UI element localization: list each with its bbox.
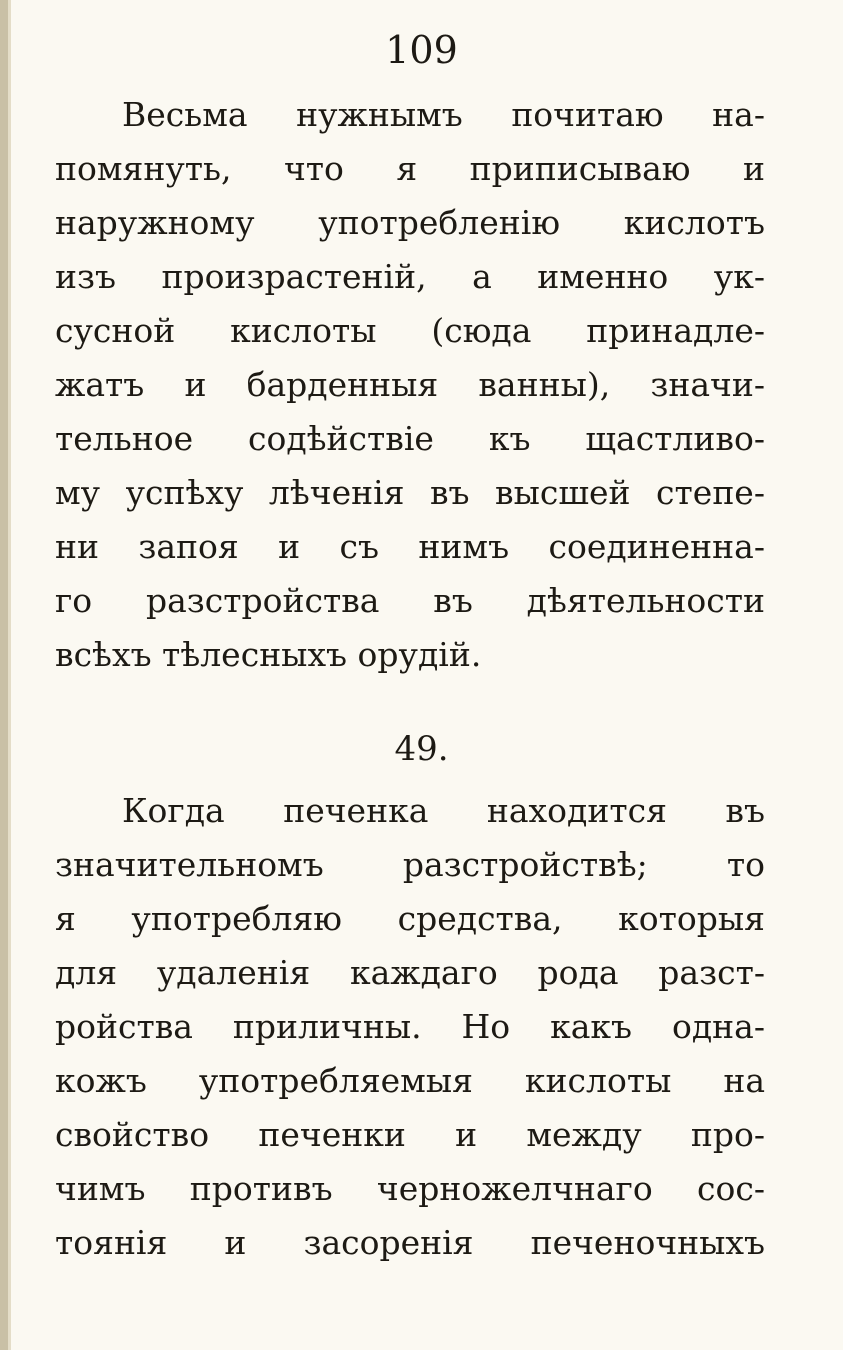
text-line: тоянія и засоренія печеночныхъ — [55, 1223, 765, 1262]
text-line: кожъ употребляемыя кислоты на — [55, 1061, 765, 1100]
text-line: помянуть, что я приписываю и — [55, 149, 765, 188]
text-line: сусной кислоты (сюда принадле- — [55, 311, 765, 350]
text-line: значительномъ разстройствѣ; то — [55, 845, 765, 884]
text-line: Когда печенка находится въ — [122, 791, 765, 830]
text-line: жатъ и барденныя ванны), значи- — [55, 365, 765, 404]
text-line: Весьма нужнымъ почитаю на- — [122, 95, 765, 134]
binding-edge — [8, 0, 11, 1350]
text-line: я употребляю средства, которыя — [55, 899, 765, 938]
text-line: чимъ противъ черножелчнаго сос- — [55, 1169, 765, 1208]
page-number: 109 — [385, 28, 458, 72]
binding-gutter — [0, 0, 8, 1350]
section-number: 49. — [394, 729, 449, 769]
text-line: му успѣху лѣченія въ высшей степе- — [55, 473, 765, 512]
text-line: наружному употребленію кислотъ — [55, 203, 765, 242]
text-line: ройства приличны. Но какъ одна- — [55, 1007, 765, 1046]
text-line: тельное содѣйствіе къ щастливо- — [55, 419, 765, 458]
text-line: всѣхъ тѣлесныхъ орудій. — [55, 635, 482, 674]
paragraph-2 — [55, 784, 765, 1270]
text-line: для удаленія каждаго рода разст- — [55, 953, 765, 992]
text-line: изъ произрастеній, а именно ук- — [55, 257, 765, 296]
text-line: ни запоя и съ нимъ соединенна- — [55, 527, 765, 566]
text-line: свойство печенки и между про- — [55, 1115, 765, 1154]
paragraph-1 — [55, 88, 765, 682]
text-line: го разстройства въ дѣятельности — [55, 581, 765, 620]
